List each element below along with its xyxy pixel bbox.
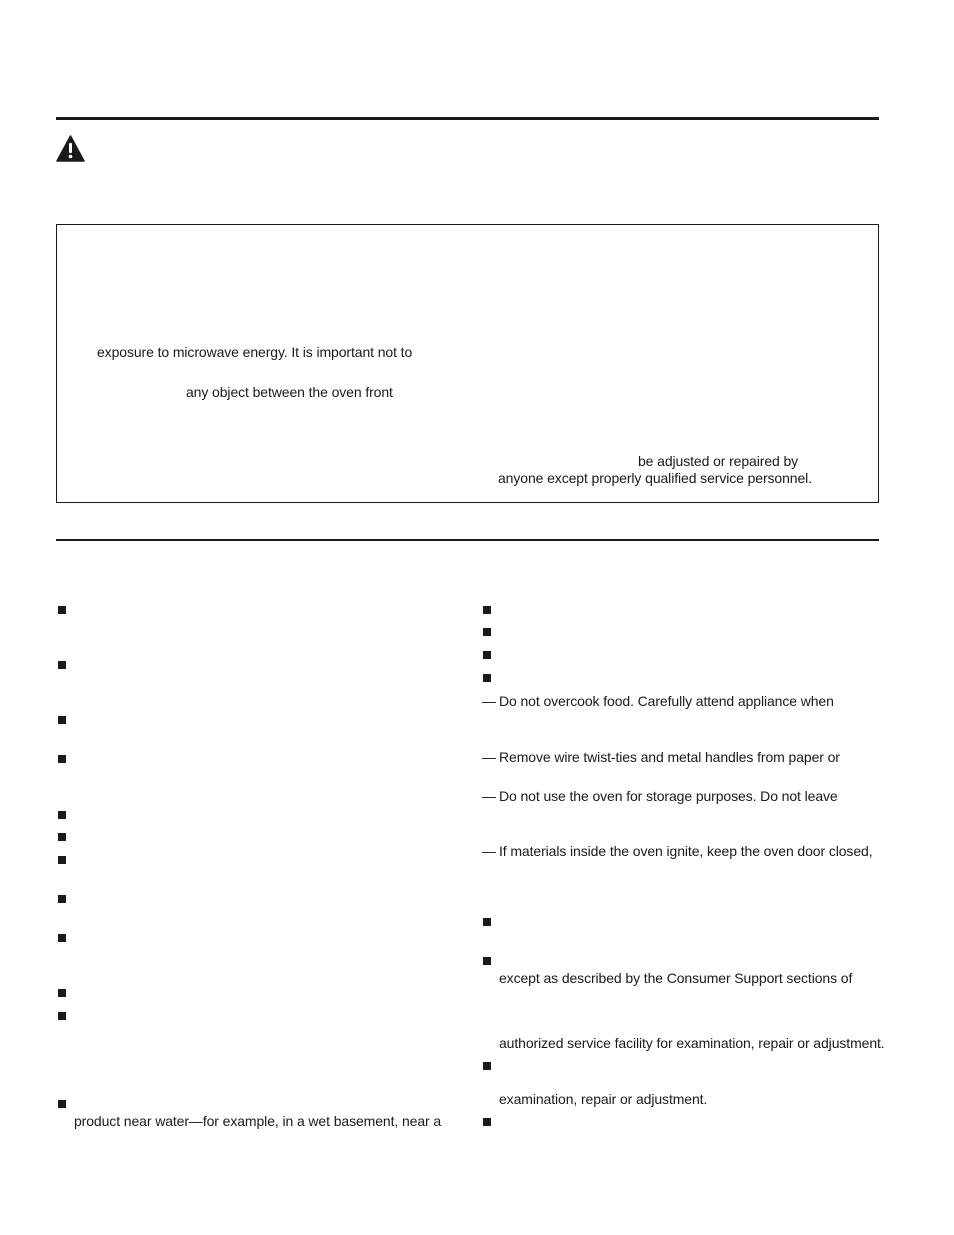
- warning-triangle-icon: [56, 135, 85, 162]
- dash-marker: —: [482, 843, 496, 859]
- bullet-marker: [58, 811, 66, 819]
- bullet-marker: [483, 1118, 491, 1126]
- right-dash-item-4: If materials inside the oven ignite, keep the oven door closed,: [499, 843, 873, 859]
- dash-marker: —: [482, 749, 496, 765]
- bullet-marker: [58, 895, 66, 903]
- right-col-line-b: authorized service facility for examination, repair or adjustment.: [499, 1035, 885, 1051]
- bullet-marker: [483, 628, 491, 636]
- bullet-marker: [483, 957, 491, 965]
- box-line-2: any object between the oven front: [186, 384, 393, 400]
- box-line-1: exposure to microwave energy. It is important not to: [97, 344, 413, 360]
- bullet-marker: [483, 918, 491, 926]
- right-dash-item-1: Do not overcook food. Carefully attend appliance when: [499, 693, 834, 709]
- right-col-line-c: examination, repair or adjustment.: [499, 1091, 708, 1107]
- bullet-marker: [483, 674, 491, 682]
- top-rule: [56, 117, 879, 120]
- bullet-marker: [58, 1012, 66, 1020]
- bullet-marker: [58, 1100, 66, 1108]
- dash-marker: —: [482, 693, 496, 709]
- right-col-line-a: except as described by the Consumer Support sections of: [499, 970, 853, 986]
- right-dash-item-2: Remove wire twist-ties and metal handles from paper or: [499, 749, 840, 765]
- bullet-marker: [58, 716, 66, 724]
- bullet-marker: [58, 755, 66, 763]
- bullet-marker: [483, 606, 491, 614]
- left-col-last-line: product near water—for example, in a wet basement, near a: [74, 1113, 442, 1129]
- bullet-marker: [58, 934, 66, 942]
- bullet-marker: [483, 1062, 491, 1070]
- bullet-marker: [483, 651, 491, 659]
- box-line-4: anyone except properly qualified service personnel.: [498, 470, 812, 486]
- bullet-marker: [58, 856, 66, 864]
- section-rule: [56, 539, 879, 541]
- bullet-marker: [58, 661, 66, 669]
- bullet-marker: [58, 989, 66, 997]
- dash-marker: —: [482, 788, 496, 804]
- bullet-marker: [58, 606, 66, 614]
- right-dash-item-3: Do not use the oven for storage purposes. Do not leave: [499, 788, 838, 804]
- bullet-marker: [58, 833, 66, 841]
- box-line-3: be adjusted or repaired by: [638, 453, 799, 469]
